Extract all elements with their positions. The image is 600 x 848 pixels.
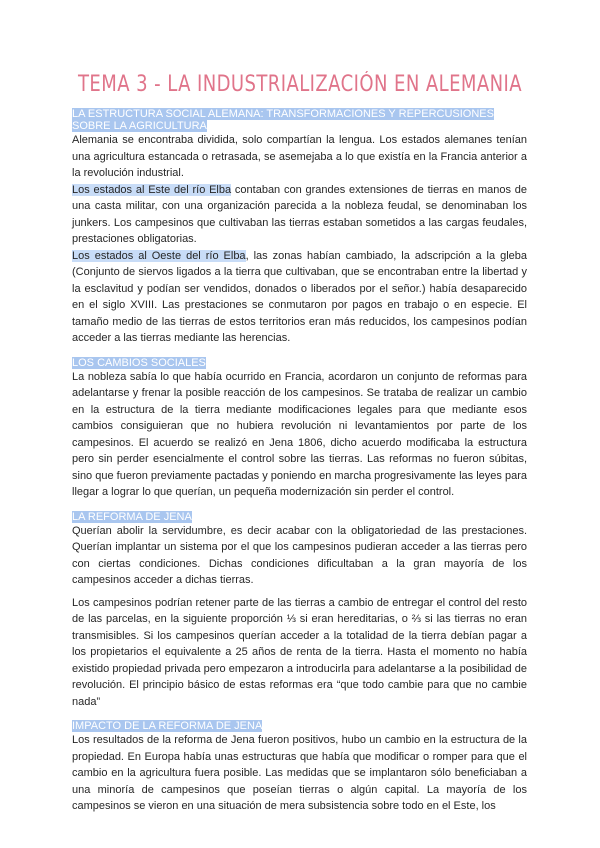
section-heading-text: IMPACTO DE LA REFORMA DE JENA (72, 720, 263, 732)
document-body (72, 108, 527, 815)
paragraph: Alemania se encontraba dividida, solo compartían la lengua. Los estados alemanes tenían una agricultura estancada o retrasada, se asemejaba a lo que existía en la Francia anterior a la revolución industrial. (72, 134, 527, 179)
section-heading-text: LA ESTRUCTURA SOCIAL ALEMANA: TRANSFORMACIONES Y REPERCUSIONES SOBRE LA AGRICULTURA (72, 108, 494, 132)
highlighted-phrase: Los estados al Oeste del río Elba (72, 249, 246, 262)
paragraph: La nobleza sabía lo que había ocurrido en Francia, acordaron un conjunto de reformas para adelantarse y frenar la posible reacción de los campesinos. Se trataba de realizar un cambio en la estructura de la tierra mediante modificaciones legales para que mediante esos cambios consiguieran que no hubiera revolución ni levantamientos por parte de los campesinos. El acuerdo se realizó en Jena 1806, dicho acuerdo modificaba la estructura pero sin perder esencialmente el control sobre las tierras. Las reformas no fueron súbitas, sino que fueron previamente pactadas y poniendo en marcha progresivamente las leyes para llegar a lograr lo que querían, un pequeña modernización sin perder el control. (72, 370, 527, 498)
paragraph-text: , las zonas habían cambiado, la adscripción a la gleba (Conjunto de siervos ligados a la tierra que cultivaban, que se encontraban entre la libertad y la esclavitud y podían ser vendidos, donados o liberados por el señor.) había desaparecido en el siglo XVIII. Las prestaciones se conmutaron por pagos en trabajo o en especie. El tamaño medio de las tierras de estos territorios eran más reducidos, los campesinos podían acceder a las tierras mediante las herencias. (72, 249, 527, 344)
paragraph (72, 182, 527, 248)
section-heading (72, 511, 527, 523)
paragraph: Los campesinos podrían retener parte de las tierras a cambio de entregar el control del resto de las parcelas, en la siguiente proporción ⅓ si eran hereditarias, o ⅔ si las tierras no eran transmisibles. Si los campesinos querían acceder a la totalidad de la tierra debían pagar a los propietarios el equivalente a 25 años de renta de la tierra. Hasta el momento no había existido propiedad privada pero empezaron a introducirla para adelantarse a la posibilidad de revolución. El principio básico de estas reformas era “que todo cambie para que no cambie nada” (72, 596, 527, 708)
paragraph (72, 248, 527, 347)
section-heading-text: LOS CAMBIOS SOCIALES (72, 356, 206, 369)
highlighted-phrase: Los estados al Este del río Elba (72, 183, 232, 196)
section-heading (72, 108, 527, 132)
section-heading (72, 357, 527, 369)
section-heading-text: LA REFORMA DE JENA (72, 510, 192, 523)
section-heading (72, 720, 527, 732)
paragraph-text: contaban con grandes extensiones de tierras en manos de una casta militar, con una organización parecida a la nobleza feudal, se denominaban los junkers. Los campesinos que cultivaban las tierras estaban sometidos a las cargas feudales, prestaciones obligatorias. (72, 183, 527, 245)
paragraph: Querían abolir la servidumbre, es decir acabar con la obligatoriedad de las prestaciones. Querían implantar un sistema por el que los campesinos pudieran acceder a las tierras pero con ciertas condiciones. Dichas condiciones dificultaban a la gran mayoría de los campesinos acceder a dichas tierras. (72, 524, 527, 586)
paragraph: Los resultados de la reforma de Jena fueron positivos, hubo un cambio en la estructura de la propiedad. En Europa había unas estructuras que había que modificar o romper para que el cambio en la agricultura fuera posible. Las medidas que se implantaron sólo beneficiaban a una minoría de campesinos que poseían tierras o algún capital. La mayoría de los campesinos se vieron en una situación de mera subsistencia sobre todo en el Este, los (72, 734, 527, 812)
page-title: TEMA 3 - LA INDUSTRIALIZACIÓN EN ALEMANIA (77, 72, 523, 97)
